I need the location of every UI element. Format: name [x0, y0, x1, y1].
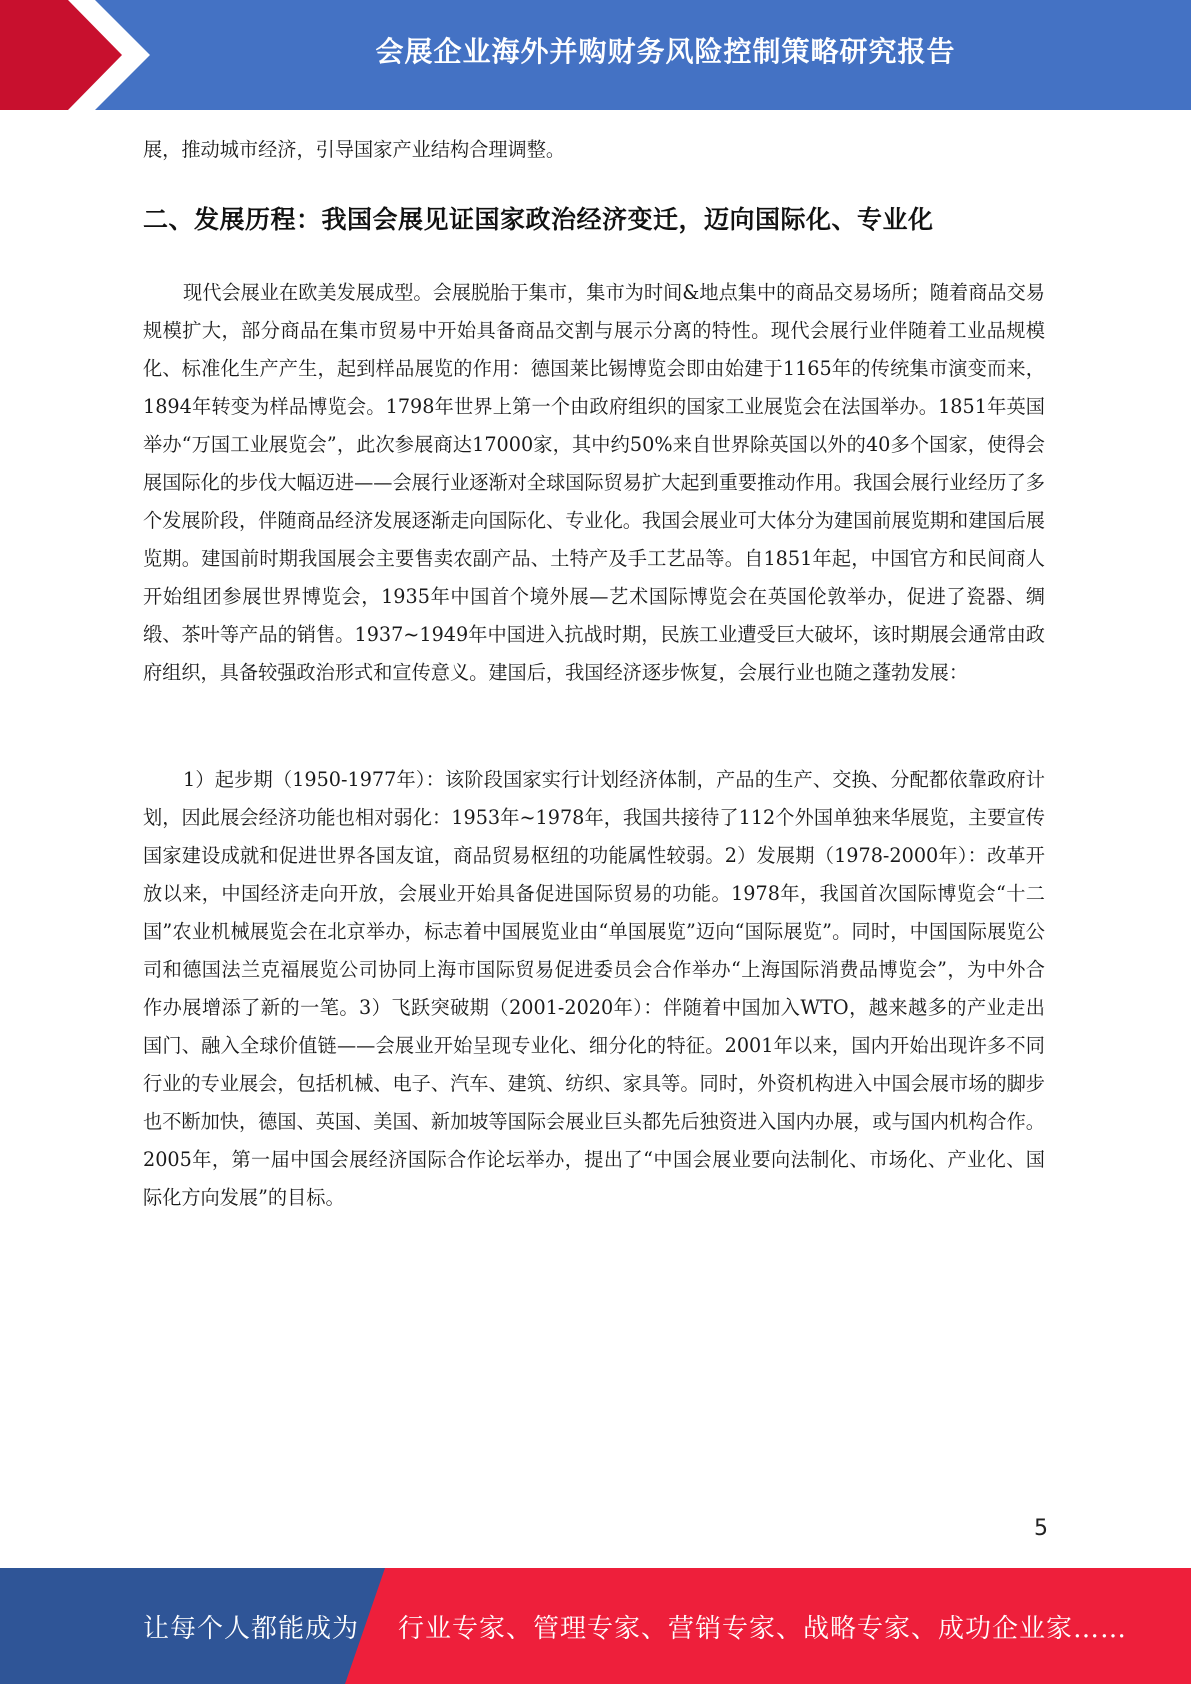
continuation-text-block: [143, 131, 1045, 169]
footer-banner: [0, 1568, 1191, 1684]
history-paragraph-block: [143, 274, 1045, 692]
header-title: 会展企业海外并购财务风险控制策略研究报告: [375, 35, 956, 68]
continuation-paragraph: 展，推动城市经济，引导国家产业结构合理调整。: [143, 138, 566, 161]
footer-slogan-left: 让每个人都能成为: [143, 1613, 360, 1644]
stages-paragraph-block: [143, 761, 1045, 1217]
page-number: 5: [1034, 1516, 1048, 1541]
section-heading: 二、发展历程：我国会展见证国家政治经济变迁，迈向国际化、专业化: [143, 205, 934, 234]
header-chevron-decoration: [0, 0, 160, 110]
footer-slogan-right: 行业专家、管理专家、营销专家、战略专家、成功企业家……: [398, 1613, 1128, 1644]
history-paragraph: 现代会展业在欧美发展成型。会展脱胎于集市，集市为时间&地点集中的商品交易场所；随着商品交易规模扩大，部分商品在集市贸易中开始具备商品交割与展示分离的特性。现代会展行业伴随着工业品规模化、标准化生产产生，起到样品展览的作用：德国莱比锡博览会即由始建于1165年的传统集市演变而来，1894年转变为样品博览会。1798年世界上第一个由政府组织的国家工业展览会在法国举办。1851年英国举办“万国工业展览会”，此次参展商达17000家，其中约50%来自世界除英国以外的40多个国家，使得会展国际化的步伐大幅迈进——会展行业逐渐对全球国际贸易扩大起到重要推动作用。我国会展行业经历了多个发展阶段，伴随商品经济发展逐渐走向国际化、专业化。我国会展业可大体分为建国前展览期和建国后展览期。建国前时期我国展会主要售卖农副产品、土特产及手工艺品等。自1851年起，中国官方和民间商人开始组团参展世界博览会，1935年中国首个境外展—艺术国际博览会在英国伦敦举办，促进了瓷器、绸缎、茶叶等产品的销售。1937~1949年中国进入抗战时期，民族工业遭受巨大破坏，该时期展会通常由政府组织，具备较强政治形式和宣传意义。建国后，我国经济逐步恢复，会展行业也随之蓬勃发展：: [143, 281, 1045, 684]
stages-paragraph: 1）起步期（1950-1977年）：该阶段国家实行计划经济体制，产品的生产、交换、分配都依靠政府计划，因此展会经济功能也相对弱化：1953年~1978年，我国共接待了112个外国单独来华展览，主要宣传国家建设成就和促进世界各国友谊，商品贸易枢纽的功能属性较弱。2）发展期（1978-2000年）：改革开放以来，中国经济走向开放，会展业开始具备促进国际贸易的功能。1978年，我国首次国际博览会“十二国”农业机械展览会在北京举办，标志着中国展览业由“单国展览”迈向“国际展览”。同时，中国国际展览公司和德国法兰克福展览公司协同上海市国际贸易促进委员会合作举办“上海国际消费品博览会”，为中外合作办展增添了新的一笔。3）飞跃突破期（2001-2020年）：伴随着中国加入WTO，越来越多的产业走出国门、融入全球价值链——会展业开始呈现专业化、细分化的特征。2001年以来，国内开始出现许多不同行业的专业展会，包括机械、电子、汽车、建筑、纺织、家具等。同时，外资机构进入中国会展市场的脚步也不断加快，德国、英国、美国、新加坡等国际会展业巨头都先后独资进入国内办展，或与国内机构合作。2005年，第一届中国会展经济国际合作论坛举办，提出了“中国会展业要向法制化、市场化、产业化、国际化方向发展”的目标。: [143, 768, 1045, 1209]
header-banner: [0, 0, 1191, 110]
